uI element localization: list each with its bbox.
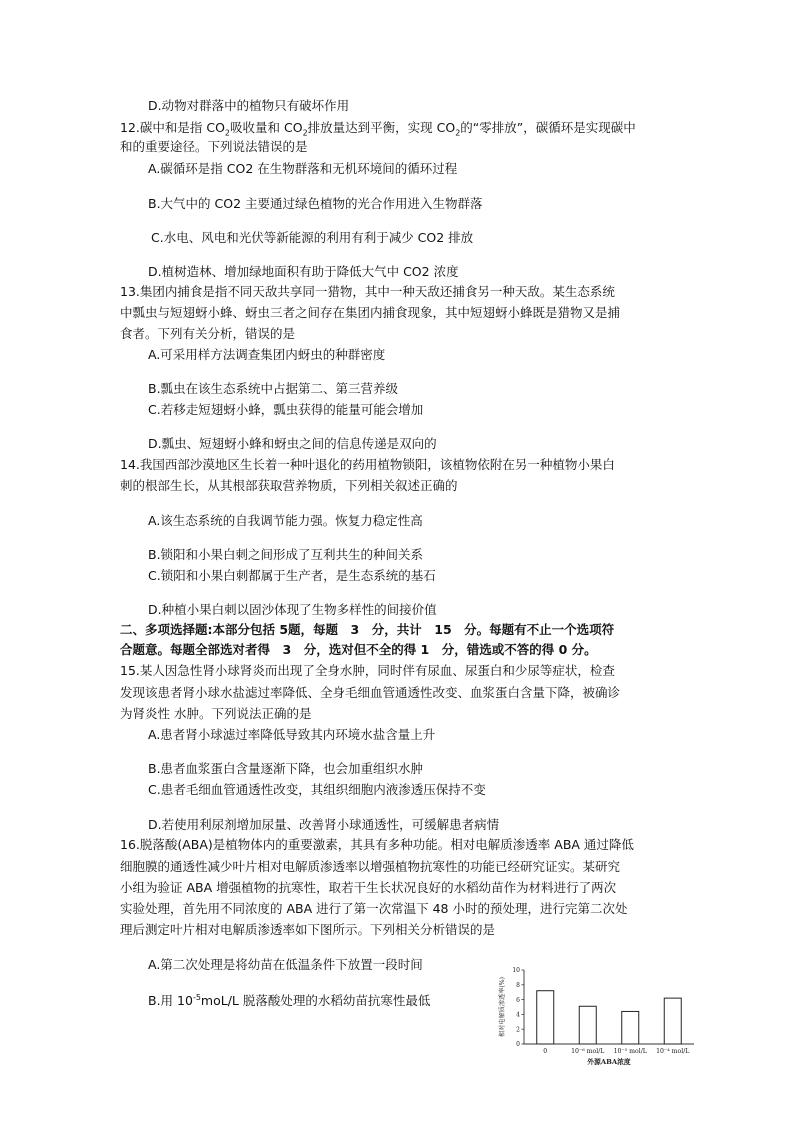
q16-option-b: B.用 $10^{-5}moL/L$ 脱落酸处理的水稻幼苗抗寒性最低: [148, 993, 431, 1009]
q12-option-b: B.大气中的 CO2 主要通过绿色植物的光合作用进入生物群落: [148, 196, 483, 211]
y-tick-label: 8: [516, 982, 520, 989]
q15-stem-line3: 为肾炎性 水肿。下列说法正确的是: [120, 706, 312, 721]
section2-heading-line2: 合题意。每题全部选对者得 3 分，选对但不全的得 1 分，错选或不答的得 0 分。: [120, 642, 597, 657]
x-tick-label: 10⁻⁵ mol/L: [613, 1048, 647, 1055]
q16-stem-line3: 小组为验证 ABA 增强植物的抗寒性，取若干生长状况良好的水稻幼苗作为材料进行了两次: [120, 880, 617, 895]
y-tick-label: 6: [516, 996, 520, 1004]
q16-stem-line2: 细胞膜的通透性减少叶片相对电解质渗透率以增强植物抗寒性的功能已经研究证实。某研究: [120, 859, 621, 874]
q14-option-c: C.锁阳和小果白刺都属于生产者，是生态系统的基石: [148, 568, 436, 583]
q15-option-c: C.患者毛细血管通透性改变，其组织细胞内液渗透压保持不变: [148, 782, 486, 797]
q16-option-a: A.第二次处理是将幼苗在低温条件下放置一段时间: [148, 957, 423, 972]
x-tick-label: 0: [543, 1048, 548, 1055]
q15-option-b: B.患者血浆蛋白含量逐渐下降，也会加重组织水肿: [148, 761, 424, 776]
q13-option-b: B.瓢虫在该生态系统中占据第二、第三营养级: [148, 381, 399, 396]
q13-stem-line1: 13.集团内捕食是指不同天敌共享同一猎物，其中一种天敌还捕食另一种天敌。某生态系统: [120, 284, 615, 299]
q13-option-a: A.可采用样方法调查集团内蚜虫的种群密度: [148, 347, 386, 362]
q13-stem-line3: 食者。下列有关分析，错误的是: [120, 326, 296, 341]
q13-option-d: D.瓢虫、短翅蚜小蜂和蚜虫之间的信息传递是双向的: [148, 436, 437, 451]
bar: [579, 1006, 596, 1044]
q13-option-c: C.若移走短翅蚜小蜂，瓢虫获得的能量可能会增加: [148, 402, 424, 417]
q14-stem-line2: 刺的根部生长，从其根部获取营养物质，下列相关叙述正确的: [120, 478, 458, 493]
q16-stem-line1: 16.脱落酸(ABA)是植物体内的重要激素，其具有多种功能。相对电解质渗透率 ABA 通过降低: [120, 837, 634, 852]
y-axis-label: 相对电解质渗透率(%): [499, 976, 506, 1038]
x-axis-label: 外源ABA浓度: [587, 1058, 631, 1066]
x-tick-label: 10⁻⁶ mol/L: [571, 1048, 605, 1055]
q12-option-a: A.碳循环是指 CO2 在生物群落和无机环境间的循环过程: [148, 161, 458, 176]
q15-stem-line2: 发现该患者肾小球水盐滤过率降低、全身毛细血管通透性改变、血浆蛋白含量下降，被确诊: [120, 685, 621, 700]
q14-option-d: D.种植小果白刺以固沙体现了生物多样性的间接价值: [148, 602, 437, 617]
q16-stem-line5: 理后测定叶片相对电解质渗透率如下图所示。下列相关分析错误的是: [120, 922, 496, 937]
q12-option-c: C.水电、风电和光伏等新能源的利用有利于减少 CO2 排放: [151, 230, 474, 245]
y-tick-label: 0: [516, 1041, 520, 1049]
aba-bar-chart: [494, 962, 699, 1072]
q12-stem-line2: 和的重要途径。下列说法错误的是: [120, 139, 308, 154]
q14-option-a: A.该生态系统的自我调节能力强。恢复力稳定性高: [148, 513, 423, 528]
q15-stem-line1: 15.某人因急性肾小球肾炎而出现了全身水肿，同时伴有尿血、尿蛋白和少尿等症状，检查: [120, 663, 615, 678]
q12-stem-line1: 12.碳中和是指 $CO_2$吸收量和 $CO_2$排放量达到平衡，实现 $CO_2$的“零排放”，碳循环是实现碳中: [120, 120, 636, 138]
q15-option-d: D.若使用利尿剂增加尿量、改善肾小球通透性，可缓解患者病情: [148, 817, 500, 832]
y-tick-label: 2: [516, 1026, 520, 1034]
q11-option-d: D.动物对群落中的植物只有破坏作用: [148, 98, 350, 113]
q16-stem-line4: 实验处理，首先用不同浓度的 ABA 进行了第一次常温下 48 小时的预处理，进行完第二次处: [120, 901, 628, 916]
bar: [622, 1011, 639, 1044]
q13-stem-line2: 中瓢虫与短翅蚜小蜂、蚜虫三者之间存在集团内捕食现象，其中短翅蚜小蜂既是猎物又是捕: [120, 305, 621, 320]
bar: [537, 991, 554, 1044]
x-tick-label: 10⁻⁴ mol/L: [656, 1048, 690, 1055]
bar: [664, 998, 681, 1044]
y-tick-label: 4: [516, 1011, 520, 1019]
q14-stem-line1: 14.我国西部沙漠地区生长着一种叶退化的药用植物锁阳，该植物依附在另一种植物小果白: [120, 457, 615, 472]
section2-heading-line1: 二、多项选择题:本部分包括 5题，每题 3 分，共计 15 分。每题有不止一个选项符: [120, 622, 615, 637]
q15-option-a: A.患者肾小球滤过率降低导致其内环境水盐含量上升: [148, 727, 436, 742]
q12-option-d: D.植树造林、增加绿地面积有助于降低大气中 CO2 浓度: [148, 264, 459, 279]
y-tick-label: 10: [512, 967, 520, 975]
q14-option-b: B.锁阳和小果白刺之间形成了互利共生的种间关系: [148, 547, 424, 562]
